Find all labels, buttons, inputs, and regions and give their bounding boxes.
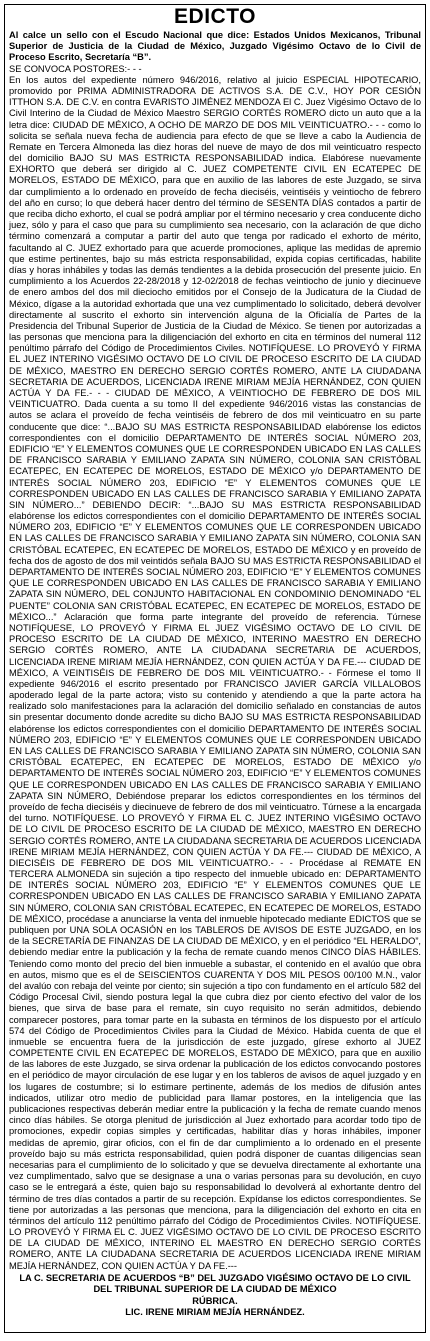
signature-title: LA C. SECRETARIA DE ACUERDOS “B” DEL JUZGADO VIGÉSIMO OCTAVO DE LO CIVIL DEL TRIBUNAL SUPERIOR DE LA CIUDAD DE MÉXICO — [19, 1272, 411, 1295]
signature-name: LIC. IRENE MIRIAM MEJÍA HERNÁNDEZ. — [125, 1306, 305, 1317]
signature-rubric: RÚBRICA. — [192, 1295, 238, 1306]
notice-title: EDICTO — [174, 5, 256, 28]
notice-body-text: En los autos del expediente número 946/2016, relativo al juicio ESPECIAL HIPOTECARIO, promovido por PRIMA ADMINISTRADORA DE ACTIVOS S.A. DE C.V., HOY POR CESIÓN ITTHON S.A. DE C.V. en contra EVARISTO JIMÉNEZ MENDOZA El C. Juez Vigésimo Octavo de lo Civil Interino de la Ciudad de México Maestro SERGIO CORTÉS ROMERO dicto un auto que a la letra dice: CIUDAD DE MÉXICO, A OCHO DE MARZO DE DOS MIL VEINTICUATRO.- - - como lo solicita se señala nueva fecha de audiencia para efecto de que se lleve a cabo la Audiencia de Remate en Tercera Almoneda las diez horas del nueve de mayo de dos mil veinticuatro respecto del domicilio BAJO SU MAS ESTRICTA RESPONSABILIDAD indica. Elabórese nuevamente EXHORTO que deberá ser dirigido al C. JUEZ COMPETENTE CIVIL EN ECATEPEC DE MORELOS, ESTADO DE MÉXICO, para que en auxilio de las labores de este Juzgado, se sirva dar cumplimiento a lo ordenado en proveído de fecha dieciséis, veintiséis y veintiocho de febrero del año en curso; lo que deberá hacer dentro del término de SESENTA DÍAS contados a partir de que reciba dicho exhorto, el cual se podrá ampliar por el término necesario y crea conducente dicho juez, sólo y para el caso que para su cumplimiento sea necesario, con la aclaración de que dicho término comenzará a computar a partir del auto que tenga por radicado el exhorto de mérito, facultando al C. JUEZ exhortado para que acuerde promociones, aplique las medidas de apremio que estime pertinentes, bajo su más estricta responsabilidad, expida copias certificadas, habilite días y horas inhábiles y todas las demás tendientes a la debida prosecución del presente juicio. En cumplimiento a los Acuerdos 22-28/2018 y 12-02/2018 de fechas veintiocho de junio y diecinueve de enero ambos del dos mil dieciocho emitidos por el Consejo de la Judicatura de la Ciudad de México, dígase a la autoridad exhortada que una vez cumplimentado lo solicitado, deberá devolver directamente al suscrito el exhorto sin intervención alguna de la Oficialía de Partes de la Presidencia del Tribunal Superior de Justicia de la Ciudad de México. Se tienen por autorizadas a las personas que menciona para la diligenciación del exhorto en cita en términos del numeral 112 penúltimo párrafo del Código de Procedimientos Civiles. NOTIFÍQUESE. LO PROVEYÓ Y FIRMA EL JUEZ INTERINO VIGÉSIMO OCTAVO DE LO CIVIL DE PROCESO ESCRITO DE LA CIUDAD DE MÉXICO, MAESTRO EN DERECHO SERGIO CORTÉS ROMERO, ANTE LA CIUDADANA SECRETARIA DE ACUERDOS, LICENCIADA IRENE MIRIAM MEJÍA HERNÁNDEZ, CON QUIEN ACTÚA Y DA FE.- - - CIUDAD DE MÉXICO, A VEINTIOCHO DE FEBRERO DE DOS MIL VEINTICUATRO. Dada cuenta a su tomo II del expediente 946/2016 vistas las constancias de autos se aclara el proveído de fecha veintiséis de febrero de dos mil veinticuatro en su parte conducente que dice: “...BAJO SU MAS ESTRICTA RESPONSABILIDAD elabórense los edictos correspondientes con el domicilio DEPARTAMENTO DE INTERÉS SOCIAL NÚMERO 203, EDIFICIO “E” Y ELEMENTOS COMUNES QUE LE CORRESPONDEN UBICADO EN LAS CALLES DE FRANCISCO SARABIA Y EMILIANO ZAPATA SIN NÚMERO, COLONIA SAN CRISTÓBAL ECATEPEC, EN ECATEPEC DE MORELOS, ESTADO DE MÉXICO y/o DEPARTAMENTO DE INTERÉS SOCIAL NÚMERO 203, EDIFICIO “E” Y ELEMENTOS COMUNES QUE LE CORRESPONDEN UBICADO EN LAS CALLES DE FRANCISCO SARABIA Y EMILIANO ZAPATA SIN NÚMERO...” DEBIENDO DECIR: “...BAJO SU MAS ESTRICTA RESPONSABILIDAD elabórense los edictos correspondientes con el domicilio DEPARTAMENTO DE INTERÉS SOCIAL NÚMERO 203, EDIFICIO “E” Y ELEMENTOS COMUNES QUE LE CORRESPONDEN UBICADO EN LAS CALLES DE FRANCISCO SARABIA Y EMILIANO ZAPATA SIN NÚMERO, COLONIA SAN CRISTÓBAL ECATEPEC, EN ECATEPEC DE MORELOS, ESTADO DE MÉXICO y en proveído de fecha dos de agosto de dos mil veintidós señala BAJO SU MAS ESTRICTA RESPONSABILIDAD el DEPARTAMENTO DE INTERÉS SOCIAL NÚMERO 203, EDIFICIO “E” Y ELEMENTOS COMUNES QUE LE CORRESPONDEN UBICADO EN LAS CALLES DE FRANCISCO SARABIA Y EMILIANO ZAPATA SIN NÚMERO, DEL CONJUNTO HABITACIONAL EN CONDOMINIO DENOMINADO “EL PUENTE” COLONIA SAN CRISTÓBAL ECATEPEC, EN ECATEPEC DE MORELOS, ESTADO DE MÉXICO...” Aclaración que forma parte integrante del proveído de referencia. Túrnese NOTIFÍQUESE, LO PROVEYÓ Y FIRMA EL JUEZ VIGÉSIMO OCTAVO DE LO CIVIL DE PROCESO ESCRITO DE LA CIUDAD DE MÉXICO, INTERINO MAESTRO EN DERECHO SERGIO CORTÉS ROMERO, ANTE LA CIUDADANA SECRETARIA DE ACUERDOS, LICENCIADA IRENE MIRIAM MEJÍA HERNÁNDEZ, CON QUIEN ACTÚA Y DA FE.--- CIUDAD DE MÉXICO, A VEINTISÉIS DE FEBRERO DE DOS MIL VEINTICUATRO.- - Fórmese el tomo II expediente 946/2016 el escrito presentado por FRANCISCO JAVIER GARCÍA VILLALOBOS apoderado legal de la parte actora; visto su contenido y atendiendo a que la parte actora ha realizado solo manifestaciones para la aclaración del domicilio señalado en constancias de autos sin presentar documento donde acredite su dicho BAJO SU MAS ESTRICTA RESPONSABILIDAD elabórense los edictos correspondientes con el domicilio DEPARTAMENTO DE INTERÉS SOCIAL NÚMERO 203, EDIFICIO “E” Y ELEMENTOS COMUNES QUE LE CORRESPONDEN UBICADO EN LAS CALLES DE FRANCISCO SARABIA Y EMILIANO ZAPATA SIN NÚMERO, COLONIA SAN CRISTÓBAL ECATEPEC, EN ECATEPEC DE MORELOS, ESTADO DE MÉXICO y/o DEPARTAMENTO DE INTERÉS SOCIAL NÚMERO 203, EDIFICIO “E” Y ELEMENTOS COMUNES QUE LE CORRESPONDEN UBICADO EN LAS CALLES DE FRANCISCO SARABIA Y EMILIANO ZAPATA SIN NÚMERO, Debiéndose preparar los edictos correspondientes en los términos del proveído de fecha dieciséis y diecinueve de febrero de dos mil veinticuatro. Túrnese a la encargada del turno. NOTIFÍQUESE. LO PROVEYÓ Y FIRMA EL C. JUEZ INTERINO VIGÉSIMO OCTAVO DE LO CIVIL DE PROCESO ESCRITO DE LA CIUDAD DE MÉXICO, MAESTRO EN DERECHO SERGIO CORTÉS ROMERO, ANTE LA CIUDADANA SECRETARIA DE ACUERDOS LICENCIADA IRENE MIRIAM MEJÍA HERNÁNDEZ, CON QUIEN ACTÚA Y DA FE.--- CIUDAD DE MÉXICO, A DIECISÉIS DE FEBRERO DE DOS MIL VEINTICUATRO.- - - Procédase al REMATE EN TERCERA ALMONEDA sin sujeción a tipo respecto del inmueble ubicado en: DEPARTAMENTO DE INTERÉS SOCIAL NÚMERO 203, EDIFICIO “E” Y ELEMENTOS COMUNES QUE LE CORRESPONDEN UBICADO EN LAS CALLES DE FRANCISCO SARABIA Y EMILIANO ZAPATA SIN NÚMERO, COLONIA SAN CRISTÓBAL ECATEPEC, EN ECATEPEC DE MORELOS, ESTADO DE MÉXICO, procédase a anunciarse la venta del inmueble hipotecado mediante EDICTOS que se publiquen por UNA SOLA OCASIÓN en los TABLEROS DE AVISOS DE ESTE JUZGADO, en los de la SECRETARÍA DE FINANZAS DE LA CIUDAD DE MÉXICO, y en el periódico “EL HERALDO”, debiendo mediar entre la publicación y la fecha de remate cuando menos CINCO DÍAS HÁBILES. Teniendo como monto del precio del bien inmueble a subastar, el contenido en el avalúo que obra en autos, mismo que es el de SEISCIENTOS CUARENTA Y DOS MIL PESOS 00/100 M.N., valor del avalúo con rebaja del veinte por ciento; sin sujeción a tipo con fundamento en el artículo 582 del Código Procesal Civil, siendo postura legal la que cubra diez por ciento efectivo del valor de los bienes, que sirva de base para el remate, sin cuyo requisito no serán admitidos, debiendo comparecer postores, para tomar parte en la subasta en términos de los dispuesto por el artículo 574 del Código de Procedimientos Civiles para la Ciudad de México. Habida cuenta de que el inmueble se encuentra fuera de la jurisdicción de este juzgado, gírese exhorto al JUEZ COMPETENTE CIVIL EN ECATEPEC DE MORELOS, ESTADO DE MÉXICO, para que en auxilio de las labores de este Juzgado, se sirva ordenar la publicación de los edictos convocando postores en el periódico de mayor circulación de ese lugar y en los tableros de avisos de aquel juzgado y en los lugares de costumbre; si lo estimare pertinente, además de los medios de difusión antes indicados, utilizar otro medio de publicidad para llamar postores, en la inteligencia que las publicaciones respectivas deberán mediar entre la publicación y la fecha de remate cuando menos cinco días hábiles. Se otorga plenitud de jurisdicción al Juez exhortado para acordar todo tipo de promociones, expedir copias simples y certificadas, habilitar días y horas inhábiles, imponer medidas de apremio, girar oficios, con el fin de dar cumplimiento a lo ordenado en el presente proveído bajo su más estricta responsabilidad, quien podrá disponer de cuantas diligencias sean necesarias para el cumplimiento de lo solicitado y que se devuelva directamente al exhortante una vez cumplimentado, salvo que se designase a una o varias personas para su devolución, en cuyo caso se le entregará a éste, quien bajo su responsabilidad lo devolverá al exhortante dentro del término de tres días contados a partir de su recepción. Expídanse los edictos correspondientes. Se tiene por autorizadas a las personas que menciona, para la diligenciación del exhorto en cita en términos del artículo 112 penúltimo párrafo del Código de Procedimientos Civiles. NOTIFÍQUESE. LO PROVEYÓ Y FIRMA EL C. JUEZ VIGÉSIMO OCTAVO DE LO CIVIL DE PROCESO ESCRITO DE LA CIUDAD DE MÉXICO, INTERINO EL MAESTRO EN DERECHO SERGIO CORTÉS ROMERO, ANTE LA CIUDADANA SECRETARIA DE ACUERDOS LICENCIADA IRENE MIRIAM MEJÍA HERNÁNDEZ, CON QUIEN ACTÚA Y DA FE.--- — [9, 74, 421, 1271]
notice-convocation: SE CONVOCA POSTORES:- - - — [9, 63, 142, 74]
signature-block — [9, 1273, 421, 1319]
edict-notice — [4, 4, 426, 1333]
notice-intro: Al calce un sello con el Escudo Nacional que dice: Estados Unidos Mexicanos, Tribunal Superior de Justicia de la Ciudad de México, Juzgado Vigésimo Octavo de lo Civil de Proceso Escrito, Secretaría “B”. — [9, 30, 421, 63]
notice-body — [9, 30, 421, 1272]
